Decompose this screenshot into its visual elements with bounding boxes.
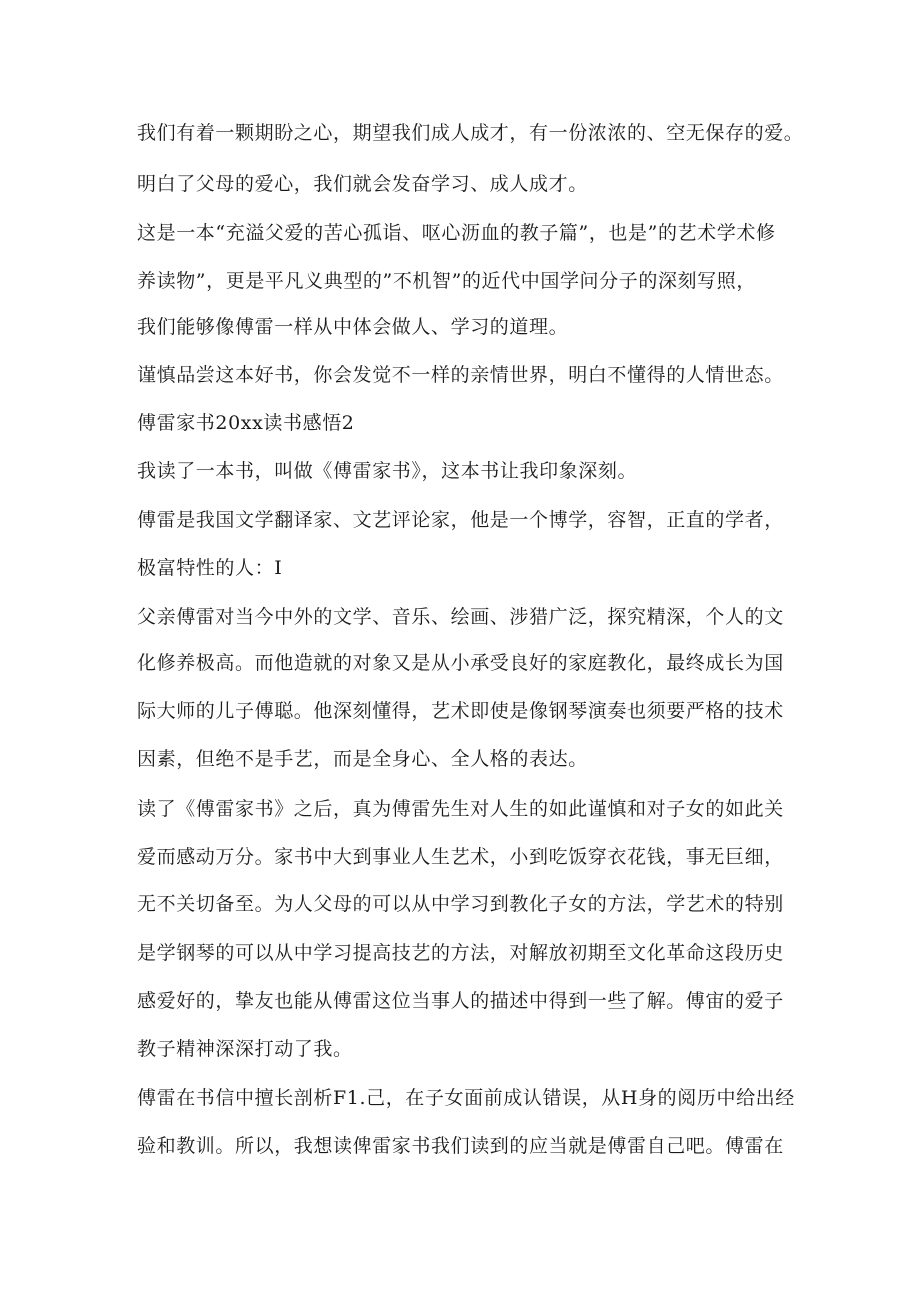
text-line: 傅雷是我国文学翻译家、文艺评论家，他是一个博学，容智，正直的学者， <box>137 509 784 531</box>
text-line: 这是一本“充溢父爱的苦心孤诣、呕心沥血的教子篇”，也是”的艺术学术修 <box>137 222 776 244</box>
text-line: 是学钢琴的可以从中学习提高技艺的方法，对解放初期至文化革命这段历史 <box>137 942 784 964</box>
text-line: 我们能够像傅雷一样从中体会做人、学习的道理。 <box>137 316 569 338</box>
text-line: 因素，但绝不是手艺，而是全身心、全人格的表达。 <box>137 748 588 770</box>
text-line: 父亲傅雷对当今中外的文学、音乐、绘画、涉猎广泛，探究精深，个人的文 <box>137 606 784 628</box>
text-line: 化修养极高。而他造就的对象又是从小承受良好的家庭教化，最终成长为国 <box>137 652 784 674</box>
text-line: 明白了父母的爱心，我们就会发奋学习、成人成才。 <box>137 173 588 195</box>
text-line: 验和教训。所以，我想读俾雷家书我们读到的应当就是傅雷自己吧。傅雷在 <box>137 1135 784 1157</box>
text-line: 无不关切备至。为人父母的可以从中学习到教化子女的方法，学艺术的特别 <box>137 893 784 915</box>
text-line: 我读了一本书，叫做《傅雷家书》，这本书让我印象深刻。 <box>137 460 638 482</box>
text-line: 谨慎品尝这本好书，你会发觉不一样的亲情世界，明白不懂得的人情世态。 <box>137 364 784 386</box>
text-line: 读了《傅雷家书》之后，真为傅雷先生对人生的如此谨慎和对子女的如此关 <box>137 798 784 820</box>
text-line: 教子精神深深打动了我。 <box>137 1038 353 1060</box>
text-line: 养读物”，更是平凡义典型的”不机智”的近代中国学问分子的深刻写照， <box>137 270 756 292</box>
text-line: 极富特性的人：I <box>137 557 283 579</box>
section-heading: 傅雷家书20xx读书感悟2 <box>137 412 355 434</box>
text-line: 傅雷在书信中擅长剖析F1.己，在子女面前成认错误，从H身的阅历中给出经 <box>137 1087 795 1109</box>
text-line: 爱而感动万分。家书中大到事业人生艺术，小到吃饭穿衣花钱，事无巨细， <box>137 846 784 868</box>
text-line: 我们有着一颗期盼之心，期望我们成人成才，有一份浓浓的、空无保存的爱。 <box>137 122 804 144</box>
text-line: 感爱好的，挚友也能从傅雷这位当事人的描述中得到一些了解。傅宙的爱子 <box>137 990 784 1012</box>
text-line: 际大师的儿子傅聪。他深刻懂得，艺术即使是像钢琴演奏也须要严格的技术 <box>137 700 784 722</box>
